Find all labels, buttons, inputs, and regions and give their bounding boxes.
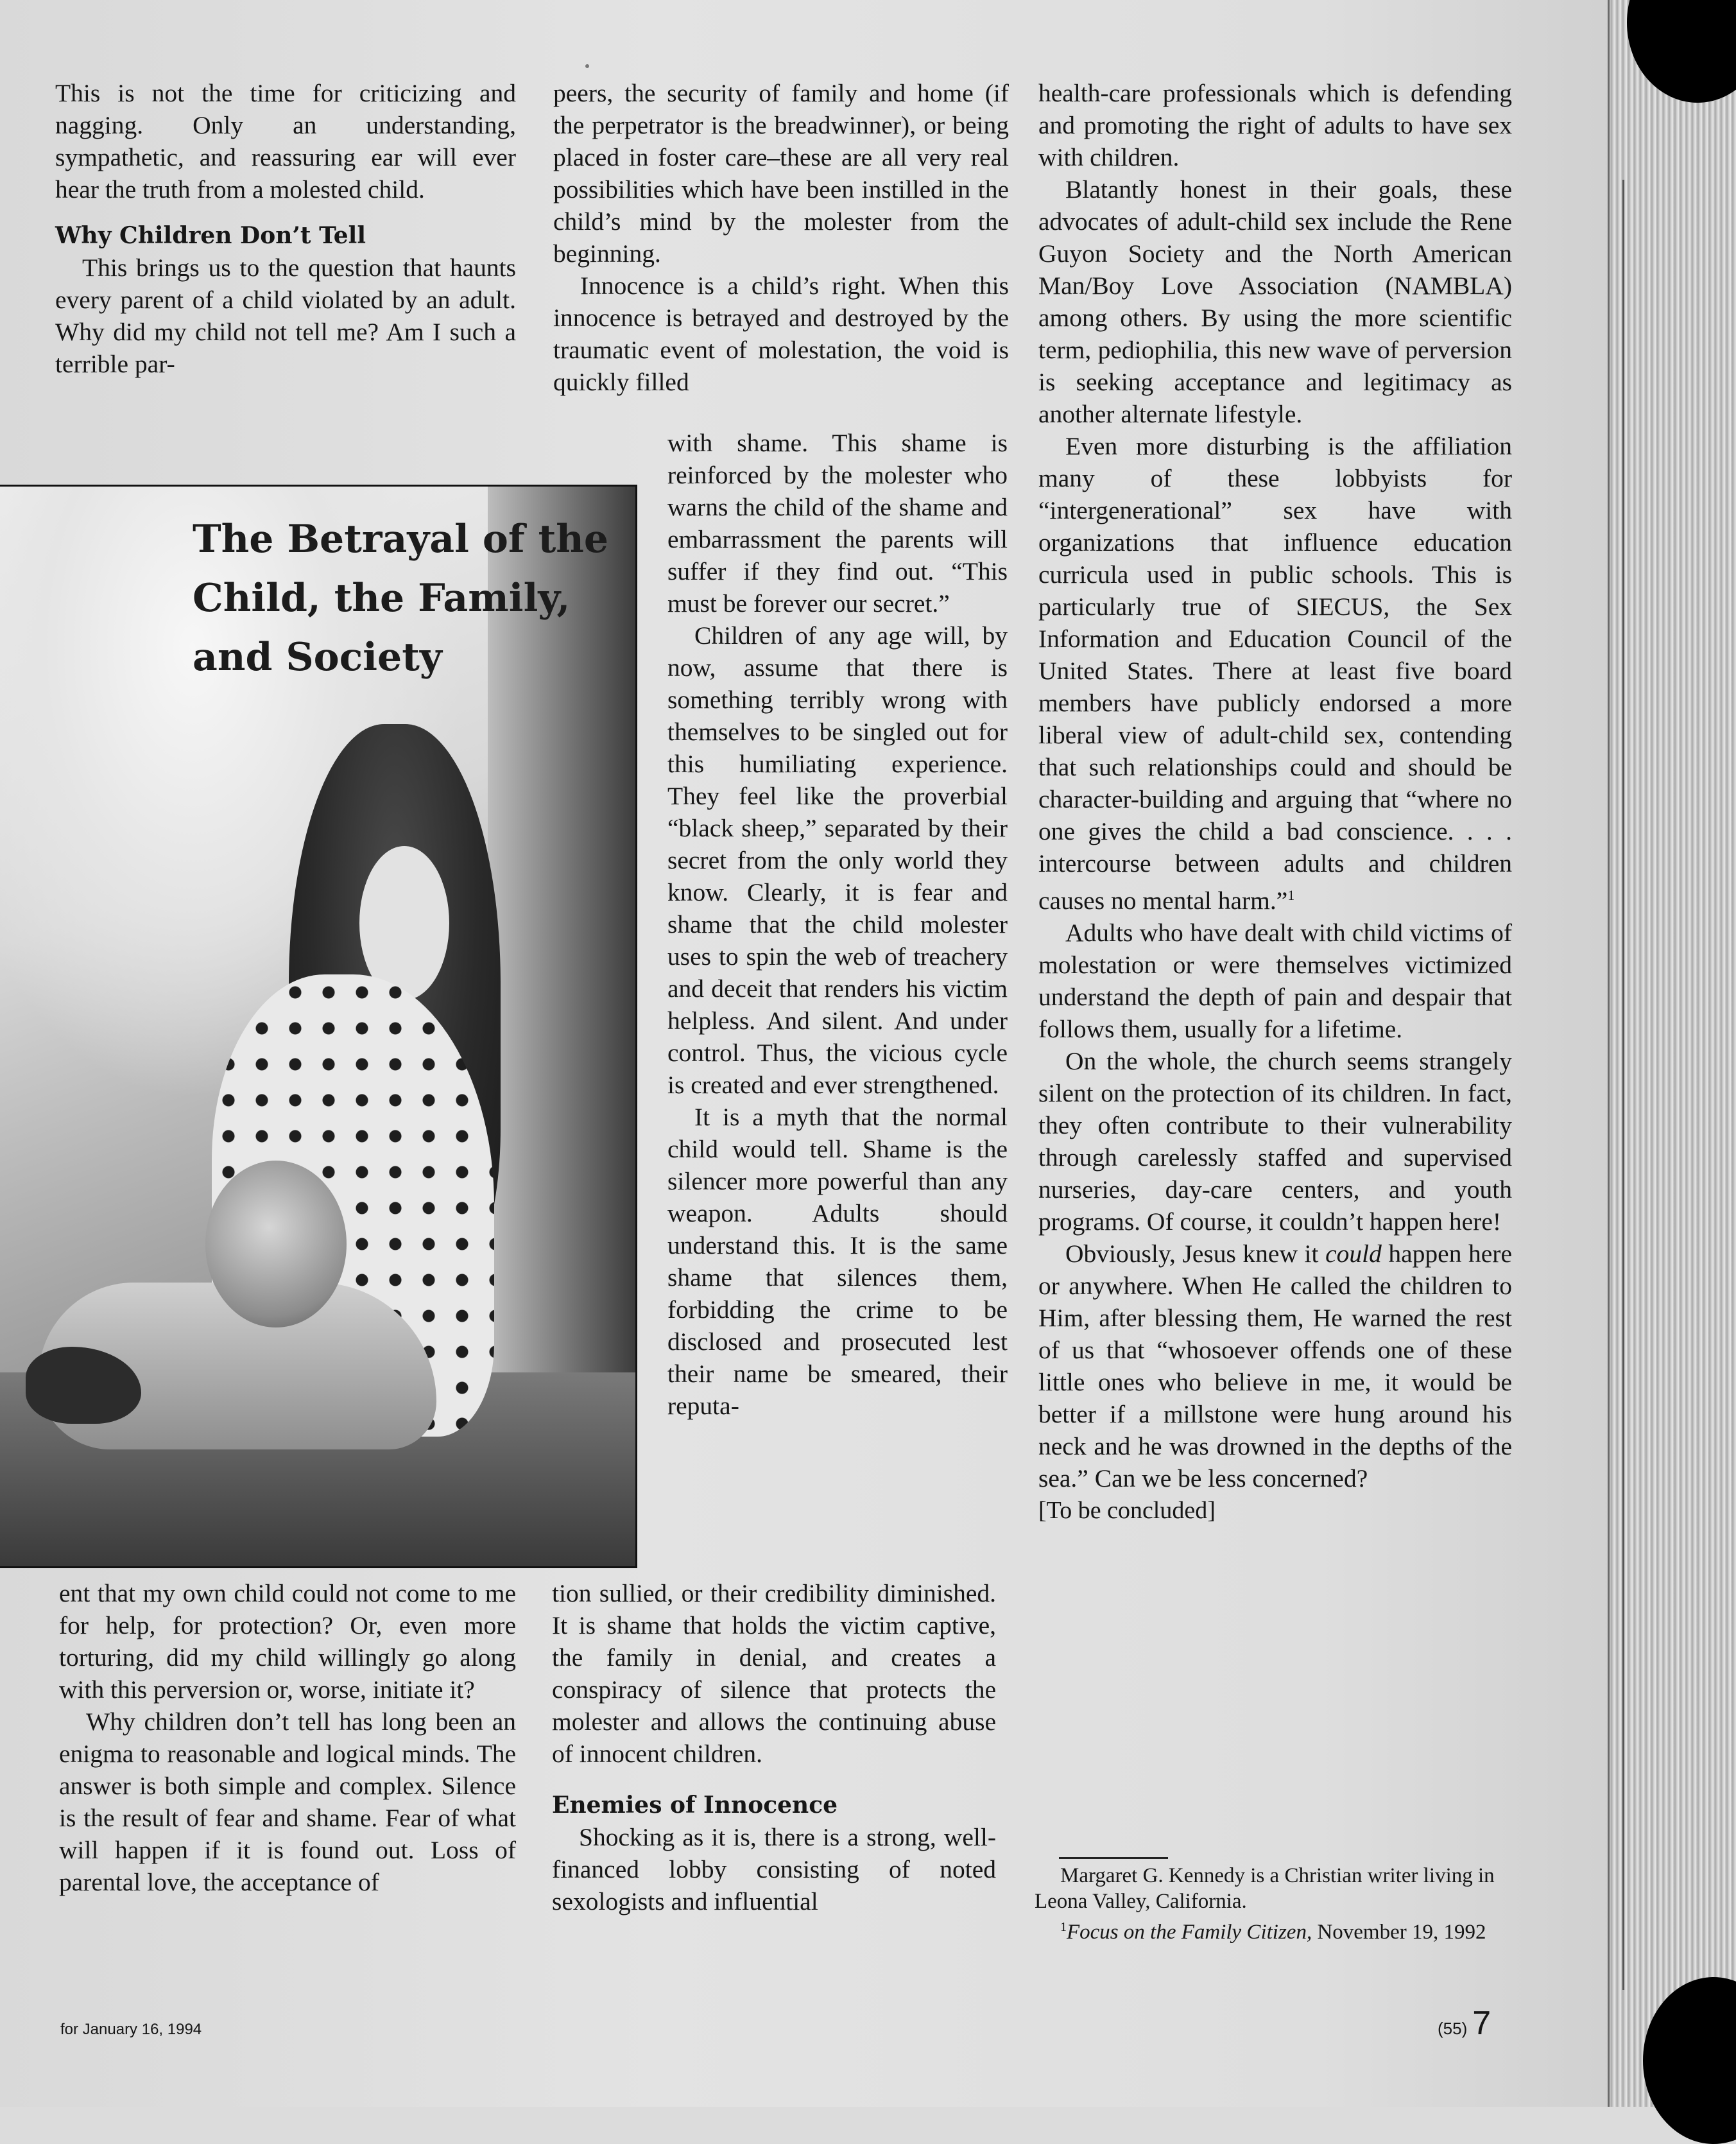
to-be-concluded: [To be concluded]: [1038, 1497, 1216, 1525]
paragraph: Innocence is a child’s right. When this innocence is betrayed and destroyed by the traumatic event of molestation, the void is quickly filled: [553, 272, 1009, 396]
article-title-line: Child, the Family,: [193, 576, 571, 621]
footnote-marker: 1: [1060, 1920, 1067, 1934]
column-1-top: [55, 77, 516, 380]
paragraph: Adults who have dealt with child victims of molestation or were themselves victimized understand the depth of pain and despair that follows them, usually for a lifetime.: [1038, 919, 1512, 1044]
paragraph: Shocking as it is, there is a strong, well-financed lobby consisting of noted sexologists and influential: [552, 1823, 996, 1915]
column-2-middle: [667, 427, 1008, 1422]
book-page-edges: [1608, 0, 1736, 2107]
paragraph: ent that my own child could not come to me for help, for protection? Or, even more torturing, did my child willingly go along with this perversion or, worse, initiate it?: [59, 1579, 516, 1704]
paragraph: On the whole, the church seems strangely silent on the protection of its children. In fact, they often contribute to their vulnerability through carelessly staffed and supervised nurseries, day-care centers, and youth programs. Of course, it couldn’t happen here!: [1038, 1047, 1512, 1236]
footnote-rule: [1059, 1857, 1168, 1859]
paragraph: health-care professionals which is defending and promoting the right of adults to have sex with children.: [1038, 79, 1512, 171]
article-title-line: The Betrayal of the: [193, 517, 609, 562]
article-title: [193, 510, 629, 687]
footnote-source-title: Focus on the Family Citizen,: [1067, 1921, 1312, 1944]
emphasis: could: [1325, 1240, 1382, 1268]
section-heading-enemies-of-innocence: Enemies of Innocence: [552, 1792, 838, 1819]
footnote-1: [1035, 1914, 1497, 1945]
author-bio: Margaret G. Kennedy is a Christian writer living in Leona Valley, California.: [1035, 1864, 1495, 1913]
paragraph: It is a myth that the normal child would tell. Shame is the silencer more powerful than any weapon. Adults should understand this. It is the same shame that silences them, forbidding the crime to be disclosed and prosecuted lest their name be smeared, their reputa-: [667, 1103, 1008, 1420]
paragraph: [1038, 430, 1512, 917]
article-title-line: and Society: [193, 635, 442, 680]
column-3: [1038, 77, 1512, 1526]
column-2-top: [553, 77, 1009, 398]
page-code: (55): [1438, 2019, 1468, 2038]
column-2-bottom: [552, 1577, 996, 1917]
photo-teddy-bear: [205, 1161, 347, 1327]
footnote-marker: 1: [1287, 887, 1295, 903]
column-1-bottom: [59, 1577, 516, 1898]
page-number: 7: [1472, 2005, 1491, 2042]
print-fleck: [585, 64, 589, 68]
paragraph: with shame. This shame is reinforced by the molester who warns the child of the shame and embarrassment the parents will suffer if they find out. “This must be forever our secret.”: [667, 429, 1008, 618]
footnote-text: November 19, 1992: [1312, 1921, 1486, 1944]
paragraph-text: happen here or anywhere. When He called the children to Him, after blessing them, He warned the rest of us that “whosoever offends one of these little ones who believe in me, it would be better if a millstone were hung around his neck and he was drowned in the depths of the sea.” Can we be less concerned?: [1038, 1240, 1512, 1493]
paragraph: Why children don’t tell has long been an enigma to reasonable and logical minds. The answer is both simple and complex. Silence is the result of fear and shame. Fear of what will happen if it is found out. Loss of parental love, the acceptance of: [59, 1707, 516, 1896]
paragraph: Children of any age will, by now, assume that there is something terribly wrong with themselves to be singled out for this humiliating experience. They feel like the proverbial “black sheep,” separated by their secret from the only world they know. Clearly, it is fear and shame that the child molester uses to spin the web of treachery and deceit that renders his victim helpless. And silent. And under control. Thus, the vicious cycle is created and ever strengthened.: [667, 621, 1008, 1099]
paragraph-text: Even more disturbing is the affiliation many of these lobbyists for “intergenerational” sex have with organizations that influence education curricula used in public schools. This is particularly true of SIECUS, the Sex Information and Education Council of the United States. There at least five board members have publicly endorsed a more liberal view of adult-child sex, contending that such relationships could and should be character-building and arguing that “where no one gives the child a bad conscience. . . . intercourse between adults and children causes no mental harm.”: [1038, 432, 1512, 915]
footer-page-number: [1438, 2004, 1491, 2043]
section-heading-why-children-dont-tell: Why Children Don’t Tell: [55, 222, 366, 249]
paragraph: This brings us to the question that haunts every parent of a child violated by an adult. Why did my child not tell me? Am I such a terrible par-: [55, 254, 516, 378]
article-photo: [0, 485, 637, 1568]
paragraph: peers, the security of family and home (if the perpetrator is the breadwinner), or being placed in foster care–these are all very real possibilities which have been instilled in the child’s mind by the molester from the beginning.: [553, 79, 1009, 268]
paragraph-text: Obviously, Jesus knew it: [1065, 1240, 1326, 1268]
paragraph: [1038, 1238, 1512, 1494]
paragraph: Blatantly honest in their goals, these advocates of adult-child sex include the Rene Guyon Society and the North American Man/Boy Love Association (NAMBLA) among others. By using the more scientific term, pediophilia, this new wave of perversion is seeking acceptance and legitimacy as another alternate lifestyle.: [1038, 175, 1512, 428]
footnotes: [1035, 1863, 1497, 1945]
footer-issue-date: for January 16, 1994: [60, 2021, 202, 2038]
paragraph: This is not the time for criticizing and nagging. Only an understanding, sympathetic, and reassuring ear will ever hear the truth from a molested child.: [55, 79, 516, 203]
binding-line: [1622, 180, 1624, 1990]
paragraph: tion sullied, or their credibility diminished. It is shame that holds the victim captive, the family in denial, and creates a conspiracy of silence that protects the molester and allows the continuing abuse of innocent children.: [552, 1579, 996, 1768]
